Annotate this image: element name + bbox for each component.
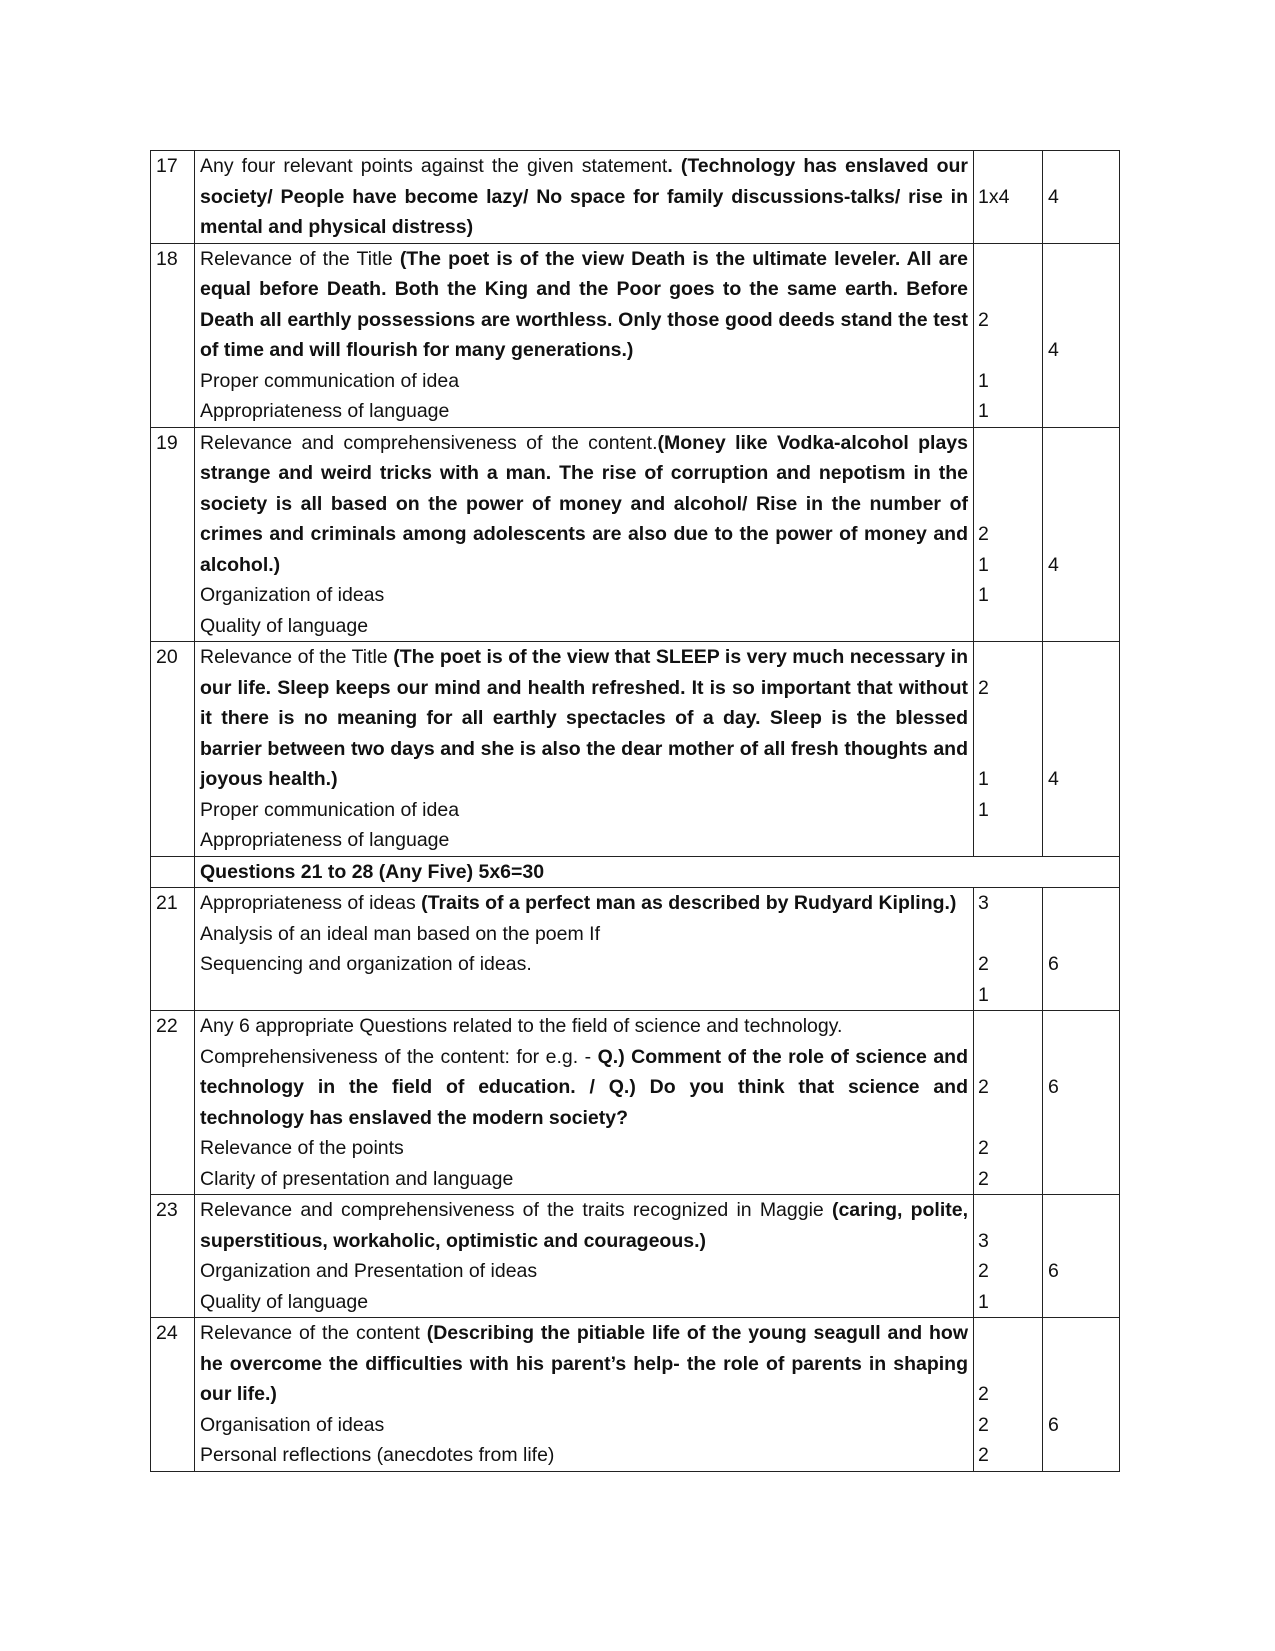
section-header-text: Questions 21 to 28 (Any Five) 5x6=30 [200, 860, 545, 883]
criterion [200, 1256, 968, 1287]
mark-value: 1 [978, 584, 989, 606]
total-marks [1043, 243, 1120, 427]
mark-value [978, 703, 1038, 734]
criterion-expected-answer: (caring, polite, superstitious, workaholic, optimistic and courageous.) [200, 1199, 969, 1252]
mark-value: 2 [978, 523, 989, 545]
question-number: 19 [151, 427, 195, 642]
question-number: 17 [151, 151, 195, 244]
question-row [151, 888, 1120, 1011]
criterion [200, 1195, 968, 1256]
total-marks [1043, 1318, 1120, 1472]
mark-value: 1 [978, 400, 989, 422]
criterion-text: Analysis of an ideal man based on the poem If [200, 922, 600, 945]
criterion-separator: . [667, 155, 673, 177]
criterion-text: Proper communication of idea [200, 369, 460, 392]
question-number: 22 [151, 1011, 195, 1195]
criterion-text: Any 6 appropriate Questions related to the field of science and technology. [200, 1015, 843, 1037]
mark-value: 2 [978, 1383, 989, 1405]
criterion-expected-answer: (Technology has enslaved our society/ People have become lazy/ No space for family discussions-talks/ rise in mental and physical distress) [200, 155, 968, 238]
criterion-text: Proper communication of idea [200, 798, 460, 821]
criterion [200, 244, 968, 366]
question-row [151, 642, 1120, 857]
total-marks [1043, 1011, 1120, 1195]
criterion [200, 1287, 968, 1318]
criterion-expected-answer: (The poet is of the view Death is the ultimate leveler. All are equal before Death. Both the King and the Poor goes to the same earth. Before Death all earthly possessions are worthless. Only those good deeds stand the test of time and will flourish for many generations.) [200, 247, 968, 361]
mark-value [978, 919, 1038, 950]
question-row [151, 1318, 1120, 1472]
question-row [151, 243, 1120, 427]
criterion [200, 642, 968, 795]
mark-value [978, 1103, 1038, 1134]
mark-value: 2 [978, 1076, 989, 1098]
criterion [200, 151, 968, 243]
mark-value: 2 [978, 676, 989, 699]
mark-value: 2 [978, 1167, 989, 1190]
criterion-text: Sequencing and organization of ideas. [200, 953, 532, 975]
criterion-text: Relevance of the points [200, 1137, 404, 1159]
marks-breakdown [974, 1011, 1043, 1195]
question-number: 23 [151, 1195, 195, 1318]
criterion-text: Appropriateness of language [200, 400, 450, 422]
mark-value: 3 [978, 892, 989, 914]
criterion [200, 825, 968, 856]
mark-value: 1 [978, 369, 989, 392]
marking-scheme-table [150, 150, 1120, 1472]
section-header-row [151, 856, 1120, 888]
criterion [200, 396, 968, 427]
criterion [200, 795, 968, 826]
total-value: 4 [1048, 185, 1059, 208]
marks-breakdown [974, 1318, 1043, 1472]
total-marks [1043, 888, 1120, 1011]
criterion-expected-answer: (Money like Vodka-alcohol plays strange and weird tricks with a man. The rise of corruption and nepotism in the society is all based on the power of money and alcohol/ Rise in the number of crimes and criminals among adolescents are also due to the power of money and alcohol.) [200, 431, 968, 576]
criterion [200, 580, 968, 611]
mark-value: 2 [978, 1260, 989, 1282]
marking-criteria [195, 151, 974, 244]
marking-criteria [195, 1318, 974, 1472]
criterion [200, 1410, 968, 1441]
question-row [151, 151, 1120, 244]
criterion-text: Clarity of presentation and language [200, 1167, 514, 1190]
marks-breakdown [974, 1195, 1043, 1318]
mark-value: 1 [978, 798, 989, 821]
total-value: 6 [1048, 1413, 1059, 1436]
mark-value: 2 [978, 1413, 989, 1436]
criterion-expected-answer: (Describing the pitiable life of the young seagull and how he overcome the difficulties with his parent’s help- the role of parents in shaping our life.) [200, 1322, 968, 1405]
criterion-expected-answer: (The poet is of the view that SLEEP is very much necessary in our life. Sleep keeps our mind and health refreshed. It is so important that without it there is no meaning for all earthly spectacles of a day. Sleep is the blessed barrier between two days and she is also the dear mother of all fresh thoughts and joyous health.) [200, 646, 968, 790]
criterion [200, 1133, 968, 1164]
criterion-text: Organization and Presentation of ideas [200, 1260, 538, 1282]
mark-value: 2 [978, 1444, 989, 1466]
question-number: 18 [151, 243, 195, 427]
total-value: 6 [1048, 1076, 1059, 1098]
criterion-expected-answer: Q.) Comment of the role of science and technology in the field of education. / Q.) Do you think that science and technology has enslaved the modern society? [200, 1045, 968, 1129]
question-row [151, 1011, 1120, 1195]
criterion-text: Relevance of the Title [200, 247, 400, 270]
total-value: 4 [1048, 553, 1059, 576]
criterion-text: Organization of ideas [200, 584, 385, 606]
criterion-text: Appropriateness of ideas [200, 892, 422, 914]
question-row [151, 1195, 1120, 1318]
marking-scheme-body [151, 151, 1120, 1472]
question-number: 20 [151, 642, 195, 857]
total-value: 4 [1048, 339, 1059, 361]
total-marks [1043, 642, 1120, 857]
criterion [200, 1318, 968, 1410]
section-header-number-cell [151, 856, 195, 888]
mark-value: 1 [978, 768, 989, 790]
criterion-text: Quality of language [200, 1290, 369, 1313]
mark-value: 2 [978, 953, 989, 975]
question-number: 24 [151, 1318, 195, 1472]
criterion-text: Any four relevant points against the given statement [200, 155, 668, 177]
mark-value [978, 335, 1038, 366]
mark-value: 3 [978, 1229, 989, 1252]
criterion-text: Comprehensiveness of the content: for e.g. - [200, 1045, 598, 1068]
total-marks [1043, 427, 1120, 642]
total-marks [1043, 1195, 1120, 1318]
total-value: 4 [1048, 768, 1059, 790]
marking-criteria [195, 427, 974, 642]
marking-criteria [195, 1195, 974, 1318]
criterion-text: Relevance of the Title [200, 646, 394, 668]
total-value: 6 [1048, 953, 1059, 975]
criterion [200, 1164, 968, 1195]
criterion-text: Quality of language [200, 614, 369, 637]
marks-breakdown [974, 427, 1043, 642]
mark-value: 2 [978, 1137, 989, 1159]
criterion [200, 611, 968, 642]
criterion-text: Appropriateness of language [200, 829, 450, 851]
criterion [200, 428, 968, 581]
mark-value [978, 734, 1038, 765]
total-marks [1043, 151, 1120, 244]
question-row [151, 427, 1120, 642]
criterion [200, 1042, 968, 1134]
criterion-text: Relevance and comprehensiveness of the traits recognized in Maggie [200, 1199, 832, 1221]
marks-breakdown [974, 151, 1043, 244]
question-number: 21 [151, 888, 195, 1011]
mark-value: 1 [978, 983, 989, 1006]
section-header [195, 856, 1120, 888]
criterion-text: Organisation of ideas [200, 1413, 385, 1436]
criterion-expected-answer: (Traits of a perfect man as described by Rudyard Kipling.) [421, 892, 957, 914]
criterion [200, 1440, 968, 1471]
total-value: 6 [1048, 1260, 1059, 1282]
marking-criteria [195, 888, 974, 1011]
criterion [200, 888, 968, 919]
marks-breakdown [974, 642, 1043, 857]
marks-breakdown [974, 243, 1043, 427]
criterion [200, 366, 968, 397]
criterion-text: Personal reflections (anecdotes from life) [200, 1444, 555, 1466]
mark-value: 1x4 [978, 185, 1010, 208]
criterion-text: Relevance and comprehensiveness of the content. [200, 431, 658, 454]
marking-criteria [195, 243, 974, 427]
criterion [200, 1011, 968, 1042]
criterion [200, 919, 968, 950]
mark-value: 1 [978, 553, 989, 576]
marks-breakdown [974, 888, 1043, 1011]
mark-value: 2 [978, 308, 989, 331]
marking-criteria [195, 642, 974, 857]
criterion-text: Relevance of the content [200, 1322, 427, 1344]
criterion [200, 949, 968, 980]
marking-criteria [195, 1011, 974, 1195]
mark-value: 1 [978, 1290, 989, 1313]
